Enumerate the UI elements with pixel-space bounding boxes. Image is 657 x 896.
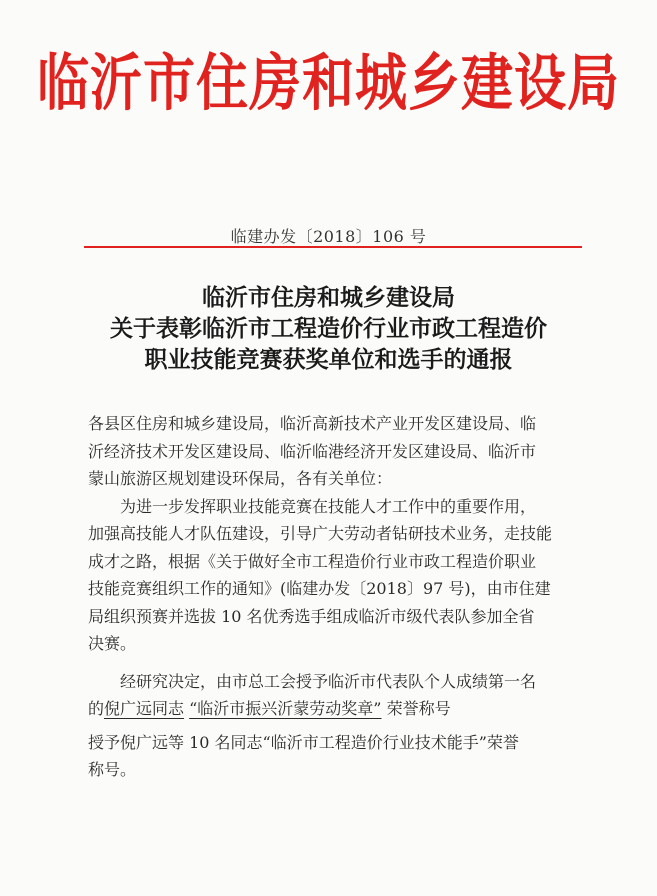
- paragraph-line: 决赛。: [88, 634, 137, 653]
- award-title: “临沂市振兴沂蒙劳动奖章”: [189, 699, 382, 718]
- paragraph-line: [88, 695, 580, 723]
- text-prefix: 的: [88, 699, 105, 718]
- paragraph-line: 加强高技能人才队伍建设，引导广大劳动者钻研技术业务，走技能: [88, 524, 553, 543]
- red-divider-line: [84, 246, 582, 248]
- issuing-authority-header: 临沂市住房和城乡建设局: [36, 48, 620, 120]
- salutation-line: 蒙山旅游区规划建设环保局，各有关单位：: [88, 469, 393, 488]
- salutation-line: 沂经济技术开发区建设局、临沂临港经济开发区建设局、临沂市: [88, 441, 537, 461]
- salutation-line: 各县区住房和城乡建设局，临沂高新技术产业开发区建设局、临: [88, 414, 537, 433]
- paragraph-line: 成才之路，根据《关于做好全市工程造价行业市政工程造价职业: [88, 551, 537, 571]
- paragraph-line: 称号。: [88, 760, 137, 779]
- paragraph-line: 为进一步发挥职业技能竞赛在技能人才工作中的重要作用，: [120, 496, 537, 516]
- notice-title-line: 关于表彰临沂市工程造价行业市政工程造价: [110, 315, 547, 342]
- notice-title-line: 职业技能竞赛获奖单位和选手的通报: [144, 346, 513, 373]
- paragraph-line: 授予倪广远等 10 名同志“临沂市工程造价行业技术能手”荣誉: [88, 732, 519, 752]
- paragraph-line: 经研究决定，由市总工会授予临沂市代表队个人成绩第一名: [120, 671, 537, 691]
- notice-body: [88, 410, 580, 784]
- paragraph-line: 局组织预赛并选拔 10 名优秀选手组成临沂市级代表队参加全省: [88, 606, 535, 626]
- text-suffix: 荣誉称号: [386, 699, 451, 718]
- notice-title: [0, 282, 657, 375]
- notice-title-line: 临沂市住房和城乡建设局: [202, 284, 455, 311]
- paragraph-line: 技能竞赛组织工作的通知》(临建办发〔2018〕97 号)，由市住建: [88, 579, 551, 598]
- awardee-name: 倪广远同志: [104, 699, 185, 718]
- document-number: 临建办发〔2018〕106 号: [230, 227, 427, 246]
